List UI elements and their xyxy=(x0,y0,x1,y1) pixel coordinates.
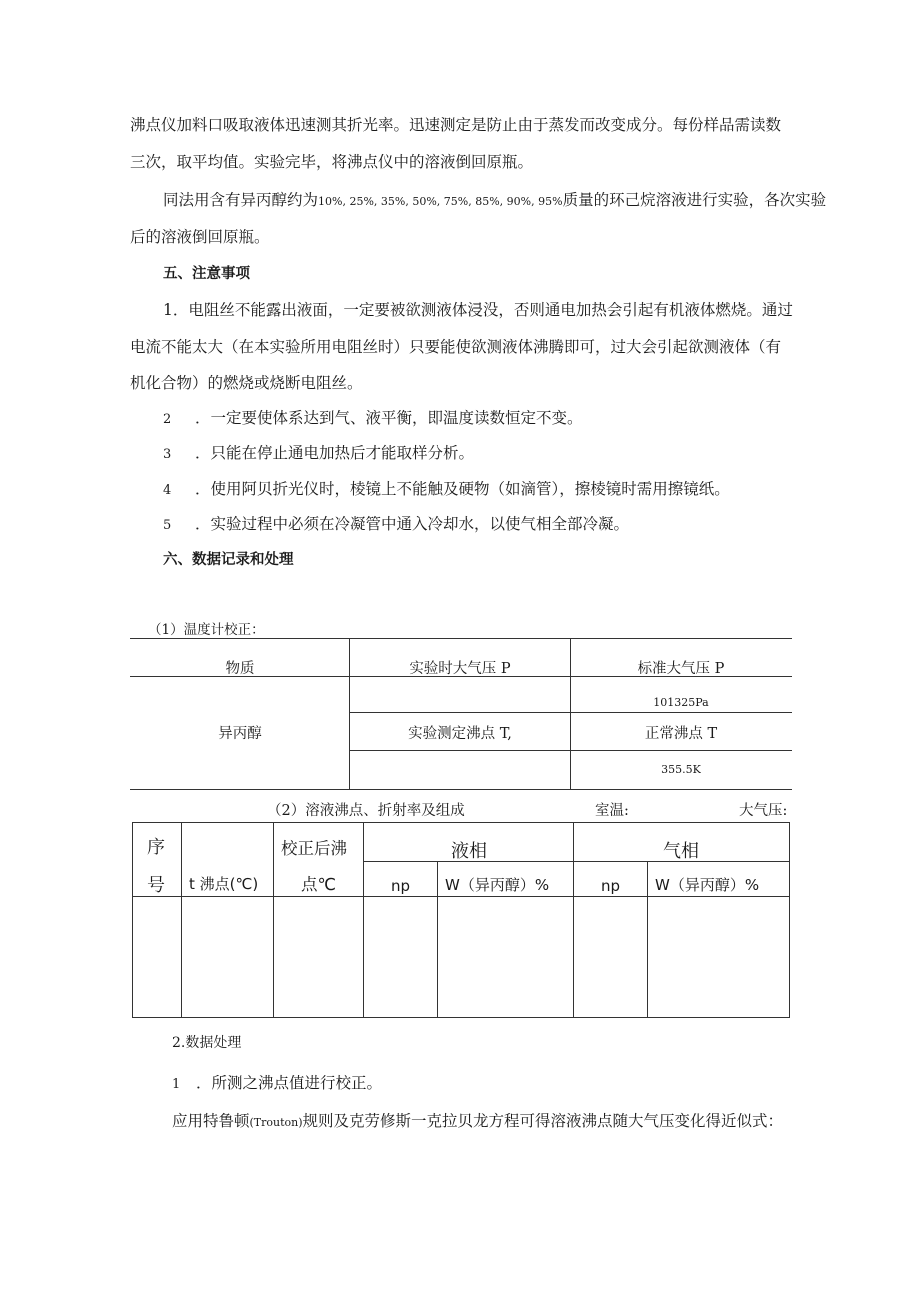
header-substance: 物质 xyxy=(225,661,255,677)
subsection-heading: 2.数据处理 xyxy=(172,1035,242,1051)
header-std-pressure: 标准大气压 P xyxy=(637,661,725,677)
note-number: 4 xyxy=(163,483,172,498)
table-rule xyxy=(350,750,792,751)
processing-item xyxy=(172,1073,382,1095)
processing-number: 1 xyxy=(172,1077,181,1092)
header-np-liquid: np xyxy=(391,877,411,895)
note-item xyxy=(163,443,474,465)
note-number: 3 xyxy=(163,447,172,462)
section-heading: 六、数据记录和处理 xyxy=(163,552,294,568)
atm-pressure-label: 大气压: xyxy=(739,803,788,819)
note-item: 1．电阻丝不能露出液面，一定要被欲测液体浸没，否则通电加热会引起有机液体燃烧。通过 xyxy=(163,301,793,319)
note-text: ．一定要使体系达到气、液平衡，即温度读数恒定不变。 xyxy=(195,409,583,427)
table-rule xyxy=(363,861,789,862)
table-rule xyxy=(133,896,789,897)
header-boiling-point: t 沸点(℃) xyxy=(189,875,259,893)
header-gas-phase: 气相 xyxy=(663,841,699,862)
processing-text: ．所测之沸点值进行校正。 xyxy=(196,1074,383,1092)
table-rule xyxy=(647,861,648,1017)
text-segment: 同法用含有异丙醇约为 xyxy=(163,191,319,209)
table-rule xyxy=(573,823,574,1017)
note-text: ．使用阿贝折光仪时，棱镜上不能触及硬物（如滴管），擦棱镜时需用擦镜纸。 xyxy=(195,480,730,498)
header-seq: 序 xyxy=(147,837,165,858)
header-liquid-phase: 液相 xyxy=(451,841,487,862)
table-rule xyxy=(437,861,438,1017)
text-segment: 规则及克劳修斯一克拉贝龙方程可得溶液沸点随大气压变化得近似式： xyxy=(302,1112,784,1130)
table-rule xyxy=(130,789,792,790)
header-corrected-bp: 校正后沸 xyxy=(281,839,347,858)
trouton-term: (Trouton) xyxy=(249,1116,303,1129)
note-item-cont: 机化合物）的燃烧或烧断电阻丝。 xyxy=(130,374,363,392)
normal-bp-value: 355.5K xyxy=(661,763,701,776)
note-text: ．只能在停止通电加热后才能取样分析。 xyxy=(195,444,475,462)
processing-paragraph xyxy=(172,1111,783,1133)
header-seq: 号 xyxy=(147,875,165,896)
note-item-cont: 电流不能太大（在本实验所用电阻丝时）只要能使欲测液体沸腾即可，过大会引起欲测液体（有 xyxy=(130,338,782,356)
note-item xyxy=(163,408,583,430)
paragraph-line: 三次，取平均值。实验完毕，将沸点仪中的溶液倒回原瓶。 xyxy=(130,153,534,171)
note-item xyxy=(163,514,629,536)
header-corrected-bp: 点℃ xyxy=(301,875,337,894)
text-segment: 质量的环己烷溶液进行实验，各次实验 xyxy=(562,191,827,209)
table-caption: （2）溶液沸点、折射率及组成 xyxy=(267,803,465,819)
paragraph-line: 沸点仪加料口吸取液体迅速测其折光率。迅速测定是防止由于蒸发而改变成分。每份样品需读数 xyxy=(130,116,782,134)
header-w-liquid: W（异丙醇）% xyxy=(445,876,550,894)
note-number: 5 xyxy=(163,518,172,533)
table-rule xyxy=(363,823,364,1017)
table-caption: （1）温度计校正： xyxy=(148,622,265,638)
header-w-gas: W（异丙醇）% xyxy=(655,876,760,894)
note-number: 2 xyxy=(163,412,172,427)
table-rule xyxy=(130,638,792,639)
header-np-gas: np xyxy=(601,877,621,895)
header-normal-bp: 正常沸点 T xyxy=(644,726,718,742)
concentration-list: 10%, 25%, 35%, 50%, 75%, 85%, 90%, 95% xyxy=(318,195,563,208)
std-pressure-value: 101325Pa xyxy=(653,696,709,709)
table-rule xyxy=(350,712,792,713)
table-rule xyxy=(181,823,182,1017)
thermometer-calibration-table xyxy=(130,638,792,790)
text-segment: 应用特鲁顿 xyxy=(172,1112,250,1130)
paragraph-line: 后的溶液倒回原瓶。 xyxy=(130,228,270,246)
substance-name: 异丙醇 xyxy=(218,726,262,742)
room-temp-label: 室温: xyxy=(595,803,629,819)
table-rule xyxy=(273,823,274,1017)
section-heading: 五、注意事项 xyxy=(163,266,250,282)
header-measured-bp: 实验测定沸点 T, xyxy=(408,726,512,742)
note-item xyxy=(163,479,730,501)
paragraph-line xyxy=(163,190,826,212)
solution-data-table xyxy=(132,822,790,1018)
header-exp-pressure: 实验时大气压 P xyxy=(409,661,511,677)
note-text: ．实验过程中必须在冷凝管中通入冷却水，以使气相全部冷凝。 xyxy=(195,515,630,533)
